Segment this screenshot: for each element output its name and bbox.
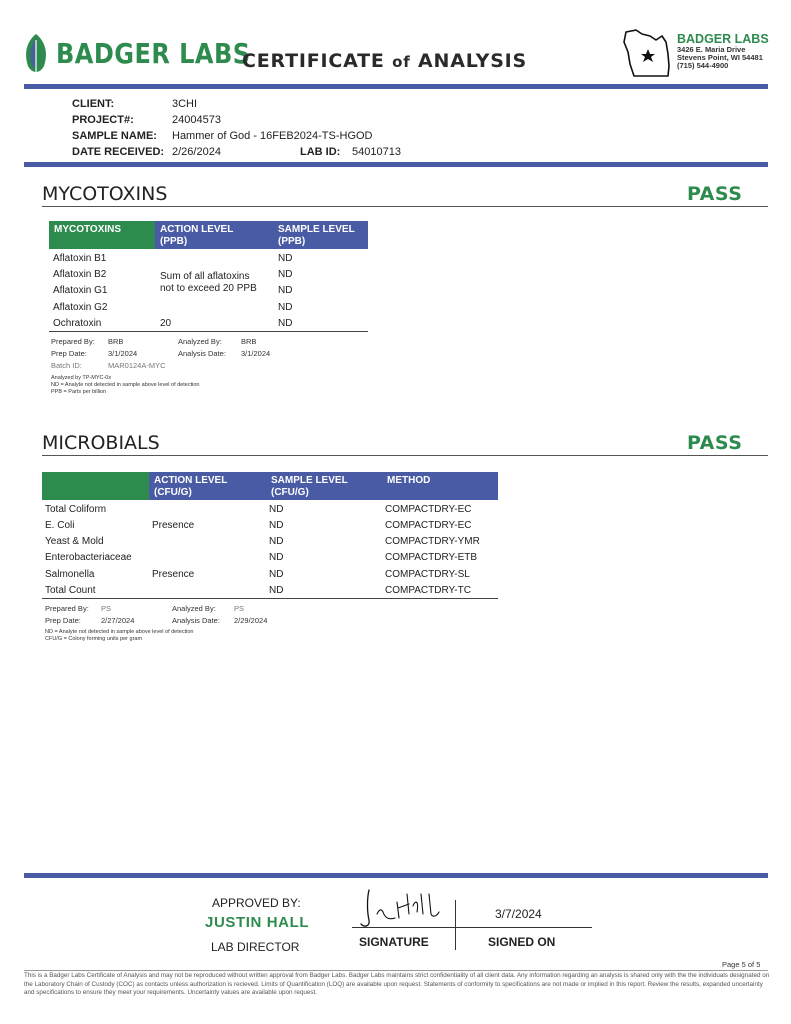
client-value: 3CHI (172, 98, 198, 110)
table-row-method: COMPACTDRY-TC (385, 585, 471, 596)
table-row-name: Aflatoxin B1 (53, 253, 107, 264)
sample-name-value: Hammer of God - 16FEB2024-TS-HGOD (172, 130, 373, 142)
prep-date-value: 2/27/2024 (101, 616, 135, 625)
signature-line (352, 927, 592, 928)
table-row-name: Enterobacteriaceae (45, 552, 132, 563)
table-row-sample: ND (278, 253, 293, 264)
lab-id-value: 54010713 (352, 146, 401, 158)
date-received-label: DATE RECEIVED: (72, 146, 165, 158)
batch-id-label: Batch ID: (51, 361, 82, 370)
table-row-method: COMPACTDRY-ETB (385, 552, 478, 563)
lab-address-line1: 3426 E. Maria Drive (677, 45, 746, 55)
header-divider (24, 84, 768, 89)
lab-address-line2: Stevens Point, WI 54481 (677, 53, 763, 62)
col-action-level: ACTION LEVEL (PPB) (155, 221, 273, 249)
prep-date-label: Prep Date: (51, 349, 87, 358)
col-sample-level: SAMPLE LEVEL (CFU/G) (266, 472, 382, 500)
mycotoxins-ppb-note: PPB = Parts per billion (51, 389, 107, 395)
prepared-by-label: Prepared By: (45, 604, 89, 613)
document-title (242, 50, 527, 72)
mycotoxins-section-rule (42, 206, 768, 207)
approver-name: JUSTIN HALL (205, 914, 310, 931)
table-row-method: COMPACTDRY-SL (385, 569, 470, 580)
mycotoxins-table-rule (49, 331, 368, 332)
prep-date-value: 3/1/2024 (108, 349, 138, 358)
analysis-date-label: Analysis Date: (178, 349, 226, 358)
mycotoxins-pass-badge: PASS (687, 183, 743, 205)
title-of: of (392, 53, 411, 71)
table-row-name: Yeast & Mold (45, 536, 104, 547)
col-analyte (42, 472, 149, 500)
table-row-method: COMPACTDRY-YMR (385, 536, 480, 547)
table-row-sample: ND (278, 302, 293, 313)
table-row-name: E. Coli (45, 520, 75, 531)
table-row-name: Aflatoxin B2 (53, 269, 107, 280)
signed-on-label: SIGNED ON (488, 935, 556, 949)
microbials-title: MICROBIALS (42, 432, 160, 454)
microbials-cfu-note: CFU/G = Colony forming units per gram (45, 636, 143, 642)
mycotoxins-nd-note: ND = Analyte not detected in sample above level of detection (51, 382, 200, 388)
microbials-nd-note: ND = Analyte not detected in sample above level of detection (45, 629, 194, 635)
table-row-sample: ND (269, 569, 284, 580)
table-row-name: Aflatoxin G2 (53, 302, 108, 313)
title-certificate: CERTIFICATE (242, 50, 385, 72)
sample-name-label: SAMPLE NAME: (72, 130, 157, 142)
table-row-action: Presence (152, 569, 195, 580)
table-row-name: Aflatoxin G1 (53, 285, 108, 296)
prepared-by-value: BRB (108, 337, 124, 346)
prepared-by-value: PS (101, 604, 112, 613)
table-row-sample: ND (278, 318, 293, 329)
approved-by-label: APPROVED BY: (212, 896, 301, 910)
table-row-action: Presence (152, 520, 195, 531)
table-row-sample: ND (269, 536, 284, 547)
table-row-sample: ND (269, 520, 284, 531)
microbials-section-rule (42, 455, 768, 456)
table-row-sample: ND (269, 552, 284, 563)
disclaimer-text: This is a Badger Labs Certificate of Analysis and may not be reproduced without written approval from Badger Labs. Badger Labs maintains strict confidentiality of all client data. Any information regarding an analysis is shared only with the the individuals designated on the Laboratory Chain of Custody (COC) as contacts unless authorization is recieved. Limits of Quantification (LOQ) are available upon request. Statements of conformity to specifications are not made or implied in this report. Review the results, expanded uncertainty and specifications to ensure they meet your requirements. Uncertainty values are available upon request. (24, 972, 770, 996)
table-row-name: Ochratoxin (53, 318, 102, 329)
lab-id-label: LAB ID: (300, 146, 341, 158)
table-row-sample: ND (278, 285, 293, 296)
col-mycotoxins: MYCOTOXINS (49, 221, 155, 249)
analysis-date-label: Analysis Date: (172, 616, 220, 625)
footer-divider (24, 873, 768, 878)
approver-title: LAB DIRECTOR (211, 940, 300, 954)
handwritten-signature (355, 884, 445, 930)
logo-text: BADGER LABS (56, 36, 251, 70)
title-analysis: ANALYSIS (417, 50, 528, 72)
info-divider (24, 162, 768, 167)
batch-id-value: MAR0124A-MYC (108, 361, 166, 370)
analyzed-by-value: PS (234, 604, 245, 613)
table-row-sample: ND (269, 585, 284, 596)
lab-name: BADGER LABS (677, 32, 769, 46)
microbials-table-header (42, 472, 498, 500)
aflatoxin-action-level-line2: not to exceed 20 PPB (160, 283, 257, 294)
lab-contact-block (677, 33, 787, 70)
lab-phone: (715) 544-4900 (677, 60, 729, 70)
table-row-name: Total Coliform (45, 504, 107, 515)
prep-date-label: Prep Date: (45, 616, 81, 625)
table-row-sample: ND (269, 504, 284, 515)
analysis-date-value: 3/1/2024 (241, 349, 271, 358)
page-number: Page 5 of 5 (722, 960, 761, 969)
col-sample-level: SAMPLE LEVEL (PPB) (273, 221, 368, 249)
signature-label: SIGNATURE (359, 935, 429, 949)
table-row-name: Salmonella (45, 569, 95, 580)
analysis-date-value: 2/29/2024 (234, 616, 268, 625)
mycotoxins-method-note: Analyzed by TP-MYC-0x (51, 375, 112, 381)
signature-separator (455, 900, 456, 950)
mycotoxins-table-header (49, 221, 368, 249)
project-value: 24004573 (172, 114, 221, 126)
table-row-method: COMPACTDRY-EC (385, 504, 472, 515)
table-row-sample: ND (278, 269, 293, 280)
table-row-name: Total Count (45, 585, 96, 596)
disclaimer-rule (24, 970, 768, 971)
mycotoxins-title: MYCOTOXINS (42, 183, 168, 205)
aflatoxin-action-level-line1: Sum of all aflatoxins (160, 271, 250, 282)
project-label: PROJECT#: (72, 114, 134, 126)
wisconsin-state-icon (622, 26, 674, 80)
signed-on-date: 3/7/2024 (495, 907, 542, 921)
prepared-by-label: Prepared By: (51, 337, 95, 346)
ochratoxin-action-level: 20 (160, 318, 172, 329)
client-label: CLIENT: (72, 98, 115, 110)
microbials-table-rule (42, 598, 498, 599)
date-received-value: 2/26/2024 (172, 146, 221, 158)
analyzed-by-label: Analyzed By: (178, 337, 222, 346)
col-method: METHOD (382, 472, 498, 500)
analyzed-by-value: BRB (241, 337, 257, 346)
col-action-level: ACTION LEVEL (CFU/G) (149, 472, 266, 500)
microbials-pass-badge: PASS (687, 432, 743, 454)
leaf-icon (22, 32, 50, 74)
table-row-method: COMPACTDRY-EC (385, 520, 472, 531)
analyzed-by-label: Analyzed By: (172, 604, 216, 613)
